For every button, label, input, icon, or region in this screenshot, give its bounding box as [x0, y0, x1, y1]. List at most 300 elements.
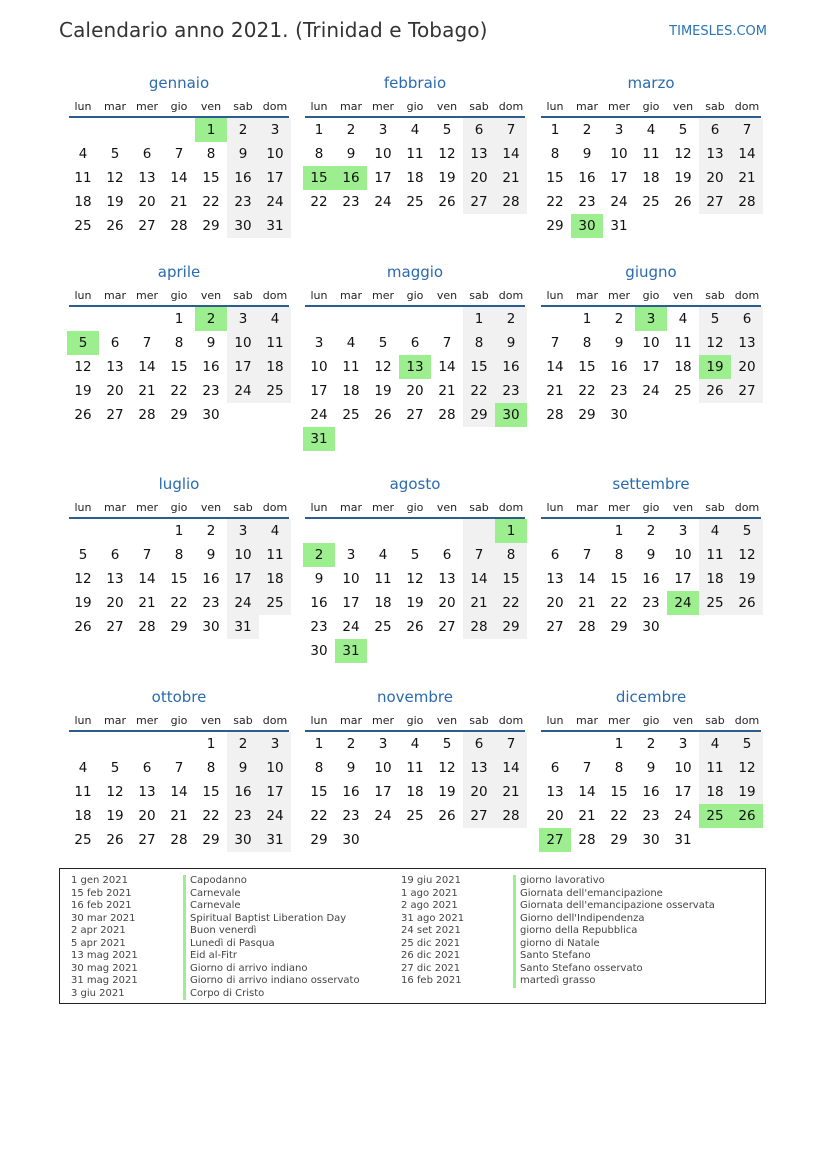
day-cell: 20 — [138, 194, 156, 210]
day-cell: 17 — [374, 170, 392, 186]
day-grid — [67, 307, 291, 427]
day-cell-empty — [667, 403, 699, 427]
legend-date: 16 feb 2021 — [71, 900, 132, 911]
weekday-label: dom — [734, 288, 760, 302]
day-cell-empty — [259, 615, 291, 639]
weekday-label: mar — [576, 288, 598, 302]
day-cell: 30 — [642, 619, 660, 635]
day-cell: 13 — [463, 142, 495, 166]
legend-holiday-name: Giornata dell'emancipazione — [513, 888, 715, 901]
legend-holiday-name: giorno di Natale — [513, 938, 715, 951]
day-cell: 9 — [206, 335, 216, 351]
day-cell: 3 — [346, 547, 356, 563]
day-cell: 2 — [346, 122, 356, 138]
day-cell: 18 — [674, 359, 692, 375]
legend-holiday-name: Spiritual Baptist Liberation Day — [183, 913, 360, 926]
day-cell: 17 — [227, 567, 259, 591]
legend-holiday-name: giorno della Repubblica — [513, 925, 715, 938]
day-cell: 17 — [227, 355, 259, 379]
day-cell-empty — [399, 307, 431, 331]
day-cell-empty — [495, 427, 527, 451]
day-cell: 21 — [170, 194, 188, 210]
day-cell: 9 — [495, 331, 527, 355]
month-title: marzo — [627, 74, 675, 92]
day-grid — [539, 732, 763, 852]
weekday-label: sab — [469, 99, 489, 113]
day-cell: 7 — [582, 760, 592, 776]
weekday-label: lun — [546, 500, 564, 514]
day-cell: 29 — [610, 832, 628, 848]
day-cell: 19 — [106, 194, 124, 210]
day-cell-empty — [367, 427, 399, 451]
day-cell: 13 — [138, 170, 156, 186]
day-cell: 26 — [438, 194, 456, 210]
legend-date: 31 mag 2021 — [71, 975, 138, 986]
day-cell: 19 — [74, 595, 92, 611]
weekday-label: mer — [371, 99, 394, 113]
weekday-header — [67, 497, 291, 517]
day-cell: 29 — [170, 407, 188, 423]
day-cell: 27 — [546, 619, 564, 635]
day-cell: 23 — [495, 379, 527, 403]
day-cell: 29 — [495, 615, 527, 639]
month-title: giugno — [625, 263, 677, 281]
month-title: settembre — [612, 475, 690, 493]
day-cell: 15 — [170, 571, 188, 587]
weekday-label: mer — [135, 288, 158, 302]
day-cell: 19 — [406, 595, 424, 611]
weekday-header — [539, 497, 763, 517]
day-cell: 4 — [78, 760, 88, 776]
weekday-label: dom — [262, 288, 288, 302]
day-cell: 4 — [699, 732, 731, 756]
weekday-label: mer — [135, 99, 158, 113]
weekday-label: lun — [310, 288, 328, 302]
day-cell: 24 — [674, 808, 692, 824]
day-cell: 23 — [342, 194, 360, 210]
day-cell-empty — [667, 615, 699, 639]
weekday-label: sab — [469, 288, 489, 302]
day-cell: 16 — [642, 784, 660, 800]
weekday-label: gio — [642, 500, 660, 514]
month-title: gennaio — [148, 74, 210, 92]
weekday-label: gio — [406, 713, 424, 727]
day-cell: 13 — [106, 359, 124, 375]
day-grid — [67, 519, 291, 639]
day-cell: 25 — [374, 619, 392, 635]
day-cell: 30 — [342, 832, 360, 848]
day-cell: 4 — [346, 335, 356, 351]
legend-holiday-name: Carnevale — [183, 888, 360, 901]
day-cell: 24 — [667, 591, 699, 615]
day-cell: 27 — [731, 379, 763, 403]
day-cell: 22 — [202, 808, 220, 824]
day-cell: 31 — [674, 832, 692, 848]
day-cell: 21 — [438, 383, 456, 399]
day-cell: 18 — [74, 808, 92, 824]
day-cell: 23 — [202, 595, 220, 611]
day-cell: 11 — [259, 543, 291, 567]
day-cell: 22 — [202, 194, 220, 210]
day-cell: 5 — [78, 547, 88, 563]
day-cell: 13 — [546, 571, 564, 587]
day-cell: 10 — [374, 146, 392, 162]
day-cell: 15 — [310, 784, 328, 800]
day-cell-empty — [731, 828, 763, 852]
day-cell: 25 — [406, 194, 424, 210]
day-cell: 29 — [202, 218, 220, 234]
day-cell: 25 — [342, 407, 360, 423]
day-cell: 20 — [731, 355, 763, 379]
day-cell: 24 — [610, 194, 628, 210]
weekday-label: mar — [340, 713, 362, 727]
day-cell-empty — [571, 732, 603, 756]
weekday-label: mer — [371, 288, 394, 302]
day-cell: 14 — [578, 571, 596, 587]
day-cell: 1 — [195, 118, 227, 142]
day-cell: 14 — [170, 784, 188, 800]
day-cell: 23 — [642, 595, 660, 611]
legend-date: 3 giu 2021 — [71, 987, 125, 999]
weekday-label: ven — [436, 713, 458, 727]
day-cell: 31 — [259, 214, 291, 238]
day-cell: 26 — [699, 379, 731, 403]
day-grid — [303, 118, 527, 214]
day-cell: 13 — [463, 756, 495, 780]
day-cell: 7 — [174, 760, 184, 776]
day-cell: 30 — [202, 407, 220, 423]
legend-date: 30 mar 2021 — [71, 912, 136, 924]
day-cell: 16 — [310, 595, 328, 611]
month-agosto — [303, 473, 527, 663]
day-cell: 20 — [106, 383, 124, 399]
day-cell: 10 — [310, 359, 328, 375]
day-cell: 15 — [463, 355, 495, 379]
day-cell-empty — [635, 214, 667, 238]
day-cell-empty — [635, 403, 667, 427]
weekday-label: mer — [371, 500, 394, 514]
day-cell: 20 — [463, 166, 495, 190]
legend-dates-col-1 — [71, 875, 138, 1000]
day-cell: 25 — [74, 832, 92, 848]
day-cell: 21 — [138, 595, 156, 611]
weekday-label: gio — [406, 99, 424, 113]
day-cell: 24 — [642, 383, 660, 399]
day-cell: 28 — [578, 619, 596, 635]
month-febbraio — [303, 72, 527, 214]
day-cell: 3 — [314, 335, 324, 351]
weekday-label: mer — [135, 713, 158, 727]
day-cell: 11 — [374, 571, 392, 587]
weekday-header — [67, 96, 291, 116]
day-cell: 7 — [731, 118, 763, 142]
weekday-label: mar — [576, 99, 598, 113]
weekday-label: gio — [406, 500, 424, 514]
day-cell: 10 — [374, 760, 392, 776]
day-cell: 22 — [170, 383, 188, 399]
day-cell: 7 — [495, 118, 527, 142]
day-cell: 13 — [699, 142, 731, 166]
day-cell: 22 — [310, 808, 328, 824]
day-grid — [539, 307, 763, 427]
weekday-label: gio — [170, 500, 188, 514]
day-cell: 9 — [614, 335, 624, 351]
day-cell-empty — [99, 732, 131, 756]
weekday-label: gio — [642, 99, 660, 113]
day-cell: 16 — [495, 355, 527, 379]
weekday-label: sab — [233, 713, 253, 727]
day-cell: 3 — [378, 122, 388, 138]
day-cell: 9 — [346, 760, 356, 776]
day-cell-empty — [67, 519, 99, 543]
day-cell-empty — [431, 519, 463, 543]
weekday-label: dom — [734, 713, 760, 727]
day-cell: 23 — [610, 383, 628, 399]
weekday-label: mar — [340, 500, 362, 514]
weekday-label: ven — [200, 288, 222, 302]
day-cell: 15 — [170, 359, 188, 375]
legend-date: 25 dic 2021 — [401, 937, 461, 949]
day-grid — [539, 519, 763, 639]
weekday-label: sab — [233, 288, 253, 302]
weekday-label: lun — [546, 713, 564, 727]
weekday-label: mer — [371, 713, 394, 727]
day-cell: 29 — [610, 619, 628, 635]
weekday-label: gio — [642, 288, 660, 302]
weekday-label: ven — [200, 713, 222, 727]
day-cell: 27 — [106, 619, 124, 635]
day-cell: 9 — [227, 142, 259, 166]
day-cell: 24 — [374, 808, 392, 824]
day-cell: 12 — [106, 170, 124, 186]
day-cell: 3 — [678, 736, 688, 752]
day-cell: 5 — [699, 307, 731, 331]
day-cell: 7 — [442, 335, 452, 351]
day-cell: 30 — [642, 832, 660, 848]
day-cell: 23 — [310, 619, 328, 635]
day-cell: 29 — [546, 218, 564, 234]
day-cell: 16 — [342, 784, 360, 800]
day-cell: 26 — [374, 407, 392, 423]
day-cell: 9 — [227, 756, 259, 780]
day-cell: 22 — [170, 595, 188, 611]
weekday-label: ven — [672, 288, 694, 302]
weekday-label: dom — [262, 99, 288, 113]
day-cell: 26 — [731, 804, 763, 828]
day-cell-empty — [699, 214, 731, 238]
day-cell-empty — [399, 639, 431, 663]
legend-holiday-name: martedì grasso — [513, 975, 715, 988]
legend-date: 16 feb 2021 — [401, 975, 462, 986]
day-cell-empty — [463, 519, 495, 543]
day-cell: 9 — [206, 547, 216, 563]
day-cell: 20 — [699, 166, 731, 190]
day-cell: 29 — [310, 832, 328, 848]
day-cell: 2 — [582, 122, 592, 138]
weekday-label: ven — [436, 99, 458, 113]
day-cell: 8 — [495, 543, 527, 567]
month-title: febbraio — [383, 74, 447, 92]
legend-date: 27 dic 2021 — [401, 962, 461, 974]
day-cell: 28 — [138, 619, 156, 635]
day-cell-empty — [731, 403, 763, 427]
weekday-header — [67, 285, 291, 305]
day-cell: 16 — [227, 166, 259, 190]
day-cell: 2 — [206, 523, 216, 539]
legend-date: 13 mag 2021 — [71, 950, 138, 961]
day-cell: 30 — [202, 619, 220, 635]
legend-names-col-1 — [183, 875, 360, 1000]
day-cell: 17 — [310, 383, 328, 399]
day-cell: 19 — [438, 170, 456, 186]
month-title: ottobre — [151, 688, 207, 706]
day-cell-empty — [431, 427, 463, 451]
day-grid — [303, 519, 527, 663]
day-cell-empty — [431, 307, 463, 331]
day-cell: 19 — [731, 567, 763, 591]
day-cell-empty — [335, 307, 367, 331]
month-marzo — [539, 72, 763, 238]
day-cell: 22 — [610, 595, 628, 611]
day-cell-empty — [335, 427, 367, 451]
day-cell: 11 — [699, 756, 731, 780]
day-cell: 8 — [174, 335, 184, 351]
day-cell: 18 — [642, 170, 660, 186]
weekday-label: lun — [310, 99, 328, 113]
day-cell: 22 — [310, 194, 328, 210]
day-cell: 19 — [374, 383, 392, 399]
day-cell: 14 — [138, 359, 156, 375]
day-cell: 12 — [731, 756, 763, 780]
day-cell-empty — [259, 403, 291, 427]
day-cell: 10 — [642, 335, 660, 351]
day-cell-empty — [163, 732, 195, 756]
day-cell: 11 — [406, 146, 424, 162]
day-cell: 28 — [138, 407, 156, 423]
day-cell: 28 — [731, 190, 763, 214]
site-link[interactable]: TIMESLES.COM — [669, 24, 767, 39]
weekday-label: sab — [233, 500, 253, 514]
weekday-header — [67, 710, 291, 730]
day-cell: 28 — [170, 832, 188, 848]
day-cell: 7 — [582, 547, 592, 563]
day-cell: 24 — [227, 591, 259, 615]
day-cell: 28 — [495, 190, 527, 214]
day-cell: 12 — [699, 331, 731, 355]
day-cell: 31 — [259, 828, 291, 852]
day-cell: 4 — [410, 736, 420, 752]
day-cell: 20 — [463, 780, 495, 804]
weekday-label: lun — [310, 713, 328, 727]
day-cell: 6 — [410, 335, 420, 351]
day-cell: 9 — [646, 760, 656, 776]
legend-holiday-name: Corpo di Cristo — [183, 988, 360, 1001]
day-cell: 7 — [142, 335, 152, 351]
day-cell-empty — [335, 519, 367, 543]
day-cell: 18 — [74, 194, 92, 210]
weekday-label: gio — [170, 288, 188, 302]
legend-holiday-name: Carnevale — [183, 900, 360, 913]
day-cell: 10 — [342, 571, 360, 587]
day-cell: 10 — [674, 547, 692, 563]
day-cell-empty — [571, 519, 603, 543]
day-cell: 27 — [463, 190, 495, 214]
day-cell: 1 — [314, 736, 324, 752]
day-cell: 8 — [463, 331, 495, 355]
legend-holiday-name: Buon venerdì — [183, 925, 360, 938]
day-cell: 2 — [303, 543, 335, 567]
day-cell: 12 — [406, 571, 424, 587]
day-cell: 24 — [310, 407, 328, 423]
day-cell: 18 — [699, 780, 731, 804]
day-cell: 2 — [346, 736, 356, 752]
day-cell: 18 — [699, 567, 731, 591]
weekday-header — [303, 285, 527, 305]
day-cell: 1 — [206, 736, 216, 752]
weekday-header — [303, 710, 527, 730]
day-cell: 4 — [646, 122, 656, 138]
page-title: Calendario anno 2021. (Trinidad e Tobago) — [59, 18, 488, 42]
weekday-header — [539, 710, 763, 730]
weekday-label: ven — [200, 99, 222, 113]
day-cell: 6 — [442, 547, 452, 563]
day-cell: 2 — [495, 307, 527, 331]
legend-date: 30 mag 2021 — [71, 962, 138, 974]
weekday-label: lun — [310, 500, 328, 514]
day-cell: 3 — [614, 122, 624, 138]
day-cell: 11 — [342, 359, 360, 375]
day-cell: 14 — [438, 359, 456, 375]
weekday-label: dom — [498, 713, 524, 727]
day-cell: 8 — [206, 146, 216, 162]
day-cell: 21 — [578, 808, 596, 824]
legend-names-col-2 — [513, 875, 715, 988]
month-gennaio — [67, 72, 291, 238]
day-cell: 19 — [106, 808, 124, 824]
day-cell: 15 — [610, 571, 628, 587]
day-cell: 14 — [578, 784, 596, 800]
day-cell: 23 — [642, 808, 660, 824]
day-cell: 3 — [227, 307, 259, 331]
weekday-label: ven — [436, 500, 458, 514]
day-cell: 21 — [578, 595, 596, 611]
day-cell: 30 — [227, 214, 259, 238]
weekday-label: dom — [498, 500, 524, 514]
day-cell-empty — [399, 828, 431, 852]
day-cell: 14 — [463, 567, 495, 591]
day-cell: 25 — [642, 194, 660, 210]
day-cell: 28 — [495, 804, 527, 828]
day-cell: 19 — [731, 780, 763, 804]
day-cell: 27 — [463, 804, 495, 828]
weekday-label: sab — [705, 99, 725, 113]
day-cell-empty — [699, 615, 731, 639]
day-cell: 15 — [610, 784, 628, 800]
day-cell: 28 — [438, 407, 456, 423]
day-cell: 1 — [614, 523, 624, 539]
day-cell: 6 — [142, 146, 152, 162]
legend-holiday-name: Giorno dell'Indipendenza — [513, 913, 715, 926]
day-cell: 17 — [610, 170, 628, 186]
day-cell: 12 — [74, 359, 92, 375]
weekday-label: mar — [576, 713, 598, 727]
day-cell: 18 — [406, 784, 424, 800]
day-cell: 9 — [314, 571, 324, 587]
day-cell: 21 — [731, 166, 763, 190]
day-cell: 18 — [342, 383, 360, 399]
day-cell: 4 — [699, 519, 731, 543]
day-grid — [539, 118, 763, 238]
